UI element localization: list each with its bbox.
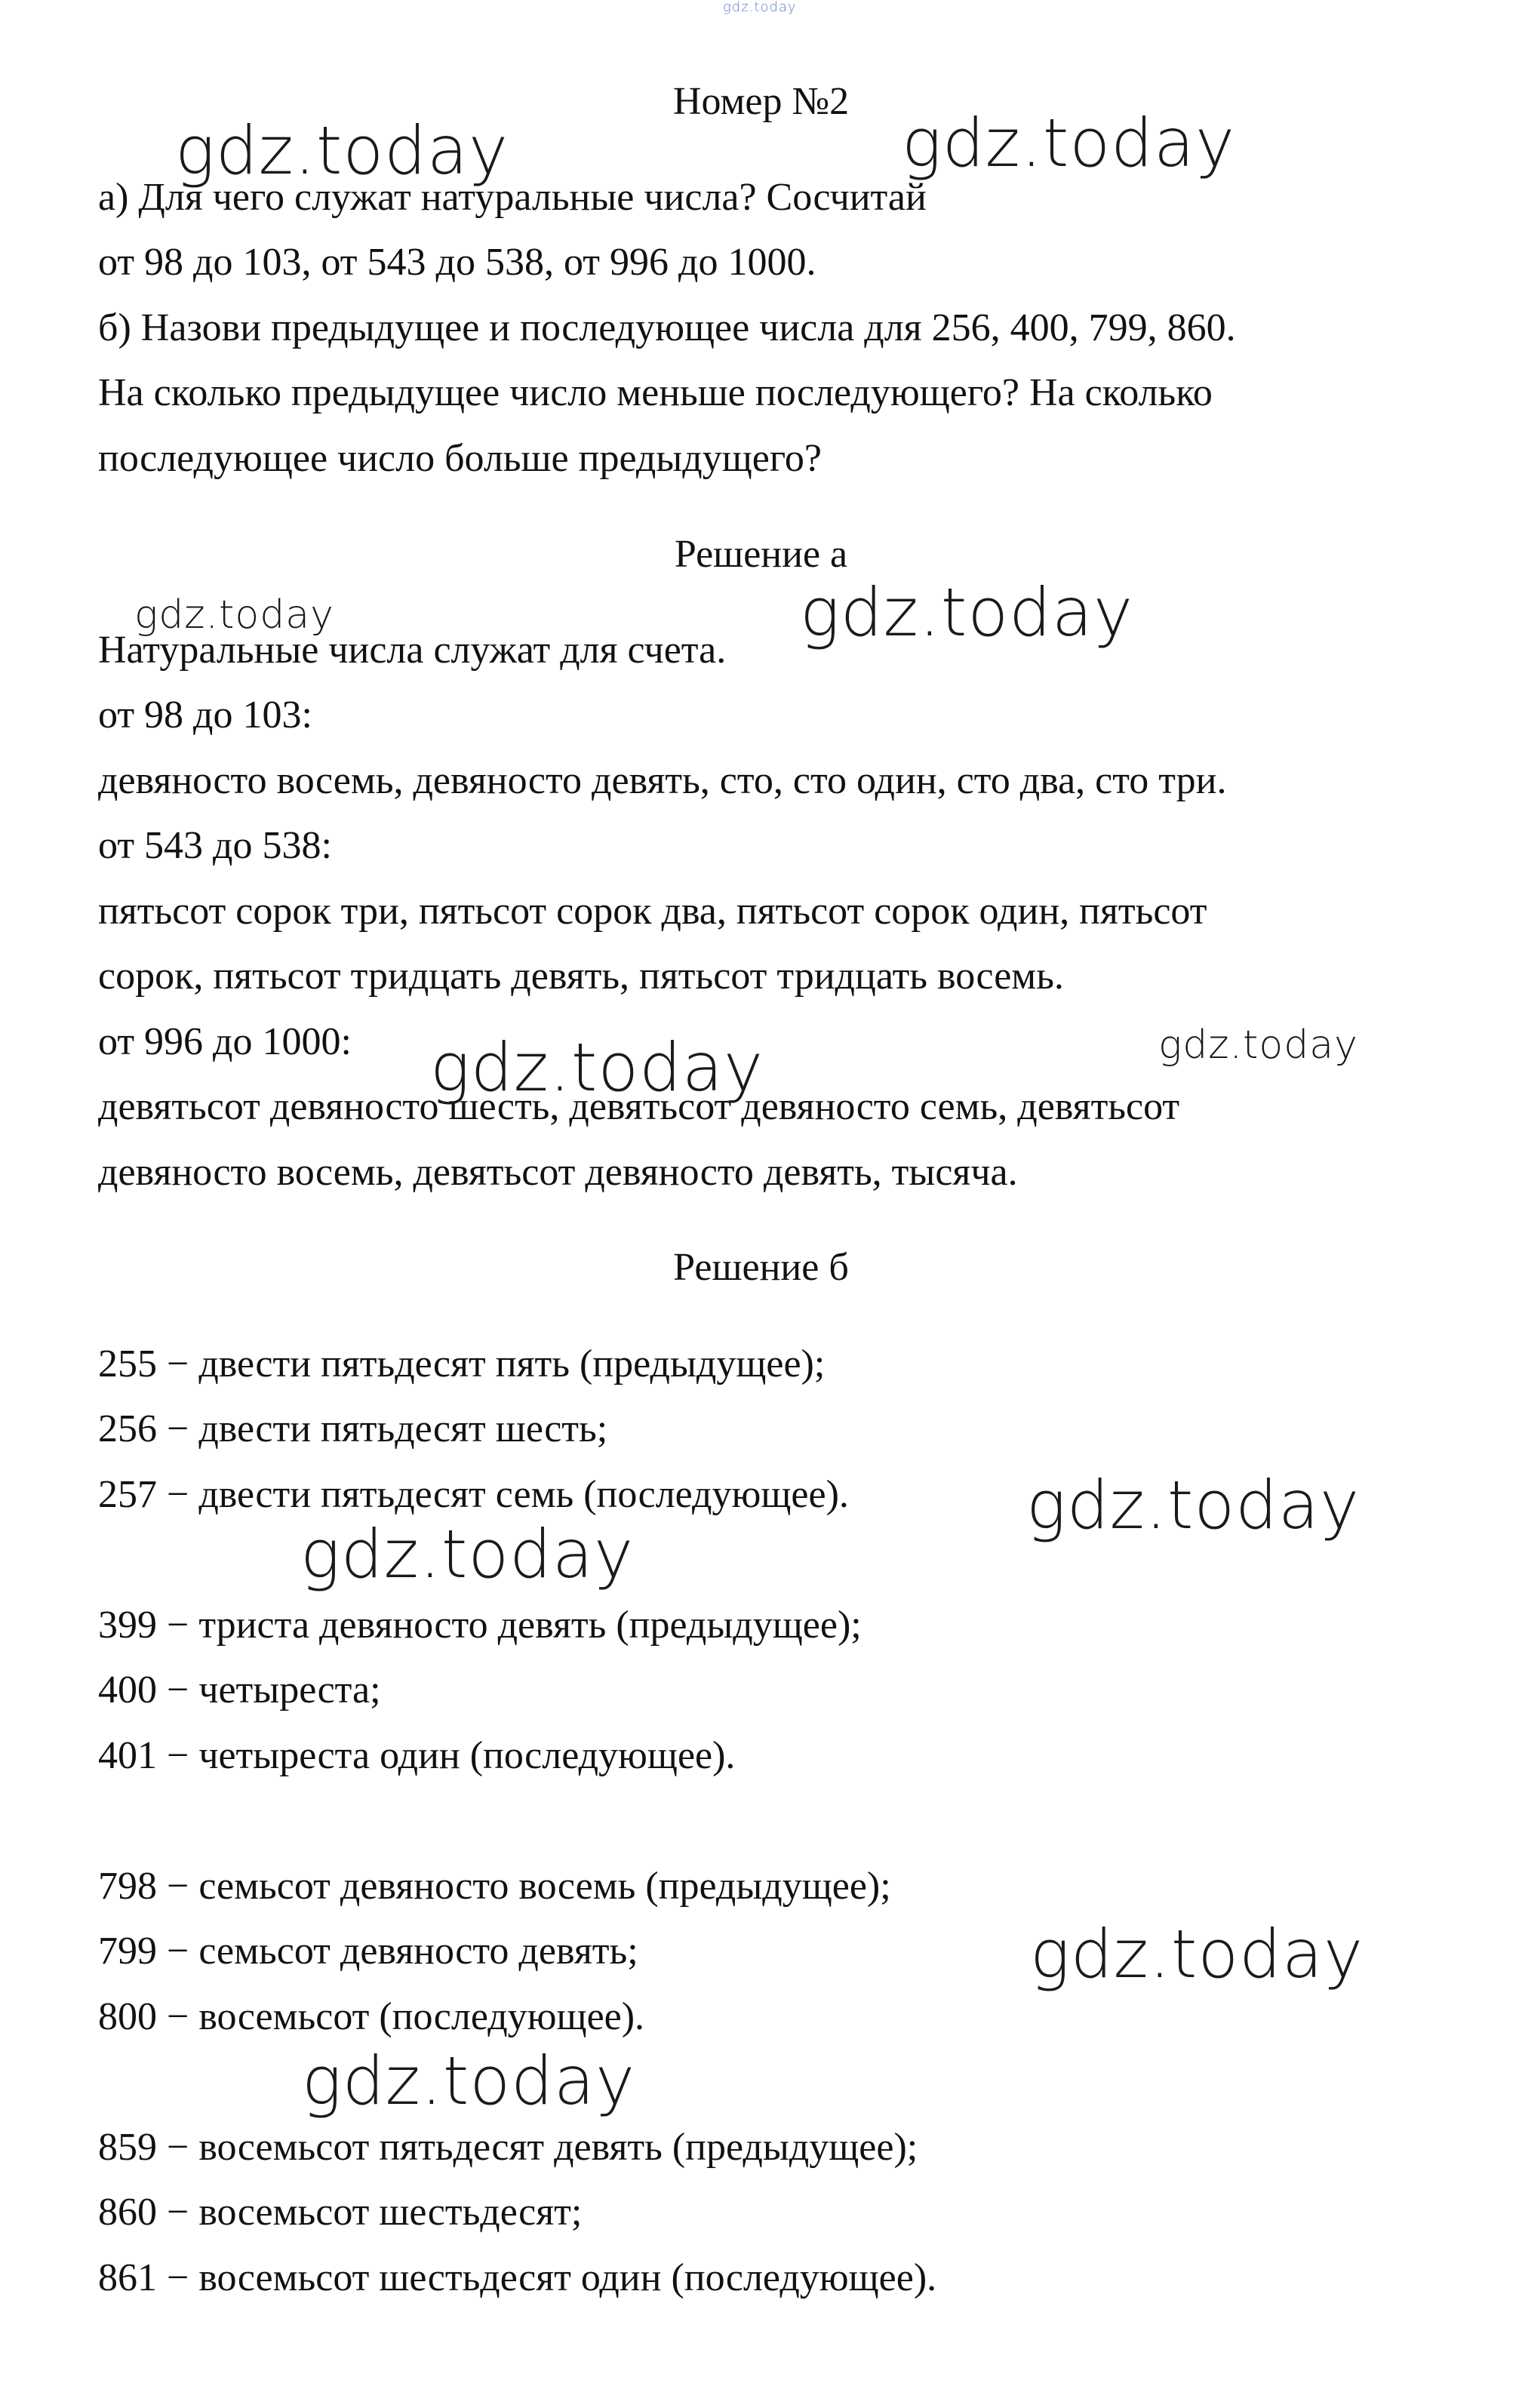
solution-a-line: девятьсот девяносто шесть, девятьсот девяносто семь, девятьсот	[98, 1085, 1180, 1128]
solution-b-line: 800 − восемьсот (последующее).	[98, 1995, 645, 2038]
watermark: gdz.today	[430, 1029, 764, 1106]
solution-b-heading: Решение б	[673, 1246, 849, 1289]
solution-a-line: сорок, пятьсот тридцать девять, пятьсот тридцать восемь.	[98, 955, 1064, 998]
watermark: gdz.today	[302, 2042, 636, 2120]
task-b-line-1: б) Назови предыдущее и последующее числа для 256, 400, 799, 860.	[98, 306, 1236, 349]
solution-b-line: 256 − двести пятьдесят шесть;	[98, 1407, 608, 1450]
solution-b-line: 861 − восемьсот шестьдесят один (последующее).	[98, 2256, 937, 2299]
solution-b-line: 255 − двести пятьдесят пять (предыдущее);	[98, 1342, 826, 1385]
solution-b-line: 859 − восемьсот пятьдесят девять (предыдущее);	[98, 2126, 918, 2169]
watermark: gdz.today	[134, 592, 334, 638]
watermark: gdz.today	[1030, 1915, 1364, 1993]
task-a-line-1: а) Для чего служат натуральные числа? Сосчитай	[98, 176, 927, 219]
solution-b-line: 401 − четыреста один (последующее).	[98, 1734, 736, 1777]
solution-a-line: Натуральные числа служат для счета.	[98, 629, 727, 672]
solution-a-line: от 996 до 1000:	[98, 1020, 352, 1063]
task-b-line-3: последующее число больше предыдущего?	[98, 437, 822, 480]
watermark: gdz.today	[175, 112, 509, 189]
page-title: Номер №2	[672, 80, 850, 123]
watermark: gdz.today	[1158, 1023, 1358, 1068]
solution-a-line: от 98 до 103:	[98, 693, 312, 737]
task-b-line-2: На сколько предыдущее число меньше последующего? На сколько	[98, 371, 1213, 414]
solution-b-line: 798 − семьсот девяносто восемь (предыдущее);	[98, 1865, 891, 1908]
solution-a-line: девяносто восемь, девяносто девять, сто, сто один, сто два, сто три.	[98, 759, 1227, 802]
solution-a-line: пятьсот сорок три, пятьсот сорок два, пятьсот сорок один, пятьсот	[98, 890, 1207, 933]
watermark: gdz.today	[1026, 1466, 1361, 1544]
solution-b-line: 860 − восемьсот шестьдесят;	[98, 2191, 583, 2234]
watermark: gdz.today	[800, 574, 1134, 651]
watermark-top: gdz.today	[723, 0, 797, 15]
solution-a-line: от 543 до 538:	[98, 824, 332, 867]
watermark: gdz.today	[300, 1515, 635, 1593]
task-a-line-2: от 98 до 103, от 543 до 538, от 996 до 1000.	[98, 241, 816, 284]
watermark: gdz.today	[902, 104, 1236, 182]
solution-b-line: 257 − двести пятьдесят семь (последующее).	[98, 1473, 849, 1516]
solution-a-heading: Решение а	[674, 533, 848, 576]
solution-b-line: 399 − триста девяносто девять (предыдущее);	[98, 1604, 862, 1647]
solution-b-line: 799 − семьсот девяносто девять;	[98, 1930, 638, 1973]
solution-b-line: 400 − четыреста;	[98, 1668, 381, 1711]
solution-a-line: девяносто восемь, девятьсот девяносто девять, тысяча.	[98, 1151, 1018, 1194]
